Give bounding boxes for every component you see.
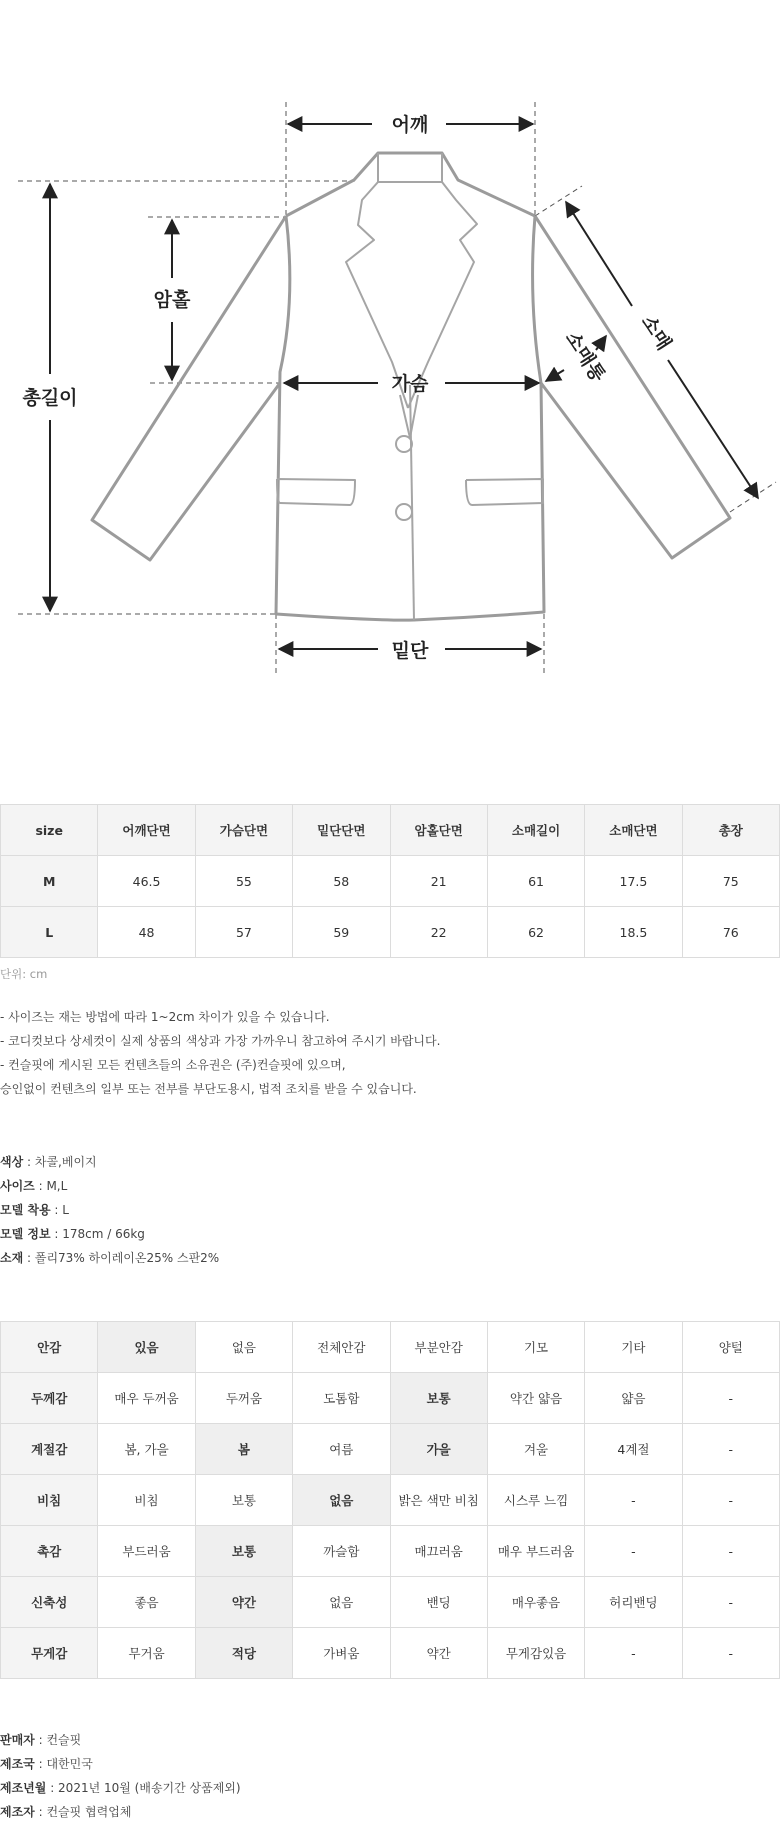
size-cell: 21	[390, 856, 487, 907]
info-value: : 2021년 10월 (배송기간 상품제외)	[46, 1781, 241, 1795]
fabric-cell: -	[682, 1577, 779, 1628]
fabric-row-label: 무게감	[1, 1628, 98, 1679]
size-cell: 75	[682, 856, 779, 907]
info-row-material	[0, 1246, 219, 1270]
size-cell: 61	[487, 856, 584, 907]
product-info	[0, 1150, 219, 1270]
fabric-cell: 가벼움	[293, 1628, 390, 1679]
note-line: - 코디컷보다 상세컷이 실제 상품의 색상과 가장 가까우니 참고하여 주시기 바랍니다.	[0, 1034, 441, 1048]
size-table	[0, 804, 780, 958]
fabric-row	[1, 1322, 780, 1373]
sleeve-width-arrow-bottom	[546, 370, 564, 381]
size-header-cell: 총장	[682, 805, 779, 856]
unit-label: 단위: cm	[0, 967, 48, 981]
size-header-cell: 가슴단면	[195, 805, 292, 856]
fabric-cell: -	[682, 1628, 779, 1679]
fabric-cell: 봄	[195, 1424, 292, 1475]
fabric-cell: 기모	[487, 1322, 584, 1373]
fabric-cell: 부분안감	[390, 1322, 487, 1373]
info-value: : 178cm / 66kg	[50, 1227, 145, 1241]
fabric-cell: 부드러움	[98, 1526, 195, 1577]
fabric-row-label: 신축성	[1, 1577, 98, 1628]
fabric-row	[1, 1577, 780, 1628]
info-row-country	[0, 1752, 241, 1776]
fabric-row-label: 촉감	[1, 1526, 98, 1577]
label-total-length: 총길이	[22, 387, 78, 409]
size-cell: 62	[487, 907, 584, 958]
fabric-cell: -	[682, 1373, 779, 1424]
fabric-cell: 보통	[390, 1373, 487, 1424]
note-line: - 사이즈는 재는 방법에 따라 1~2cm 차이가 있을 수 있습니다.	[0, 1010, 330, 1024]
note-line: 승인없이 컨텐츠의 일부 또는 전부를 부단도용시, 법적 조치를 받을 수 있습니다.	[0, 1082, 417, 1096]
fabric-cell: 기타	[585, 1322, 682, 1373]
fabric-cell: 시스루 느낌	[487, 1475, 584, 1526]
fabric-row	[1, 1475, 780, 1526]
fabric-cell: 약간	[390, 1628, 487, 1679]
fabric-row	[1, 1373, 780, 1424]
fabric-cell: -	[585, 1526, 682, 1577]
info-row-model-wearing	[0, 1198, 219, 1222]
info-row-seller	[0, 1728, 241, 1752]
fabric-cell: 겨울	[487, 1424, 584, 1475]
fabric-cell: 봄, 가을	[98, 1424, 195, 1475]
fabric-cell: 있음	[98, 1322, 195, 1373]
fabric-cell: 좋음	[98, 1577, 195, 1628]
size-cell: 22	[390, 907, 487, 958]
fabric-cell: 없음	[293, 1577, 390, 1628]
fabric-cell: 무게감있음	[487, 1628, 584, 1679]
size-cell: 57	[195, 907, 292, 958]
fabric-cell: 가을	[390, 1424, 487, 1475]
label-shoulder: 어깨	[391, 114, 429, 136]
seller-info	[0, 1728, 241, 1824]
label-armhole: 암홀	[153, 289, 191, 311]
size-cell: 76	[682, 907, 779, 958]
info-label: 제조년월	[0, 1781, 47, 1795]
fabric-cell: 매우좋음	[487, 1577, 584, 1628]
size-cell: 18.5	[585, 907, 682, 958]
fabric-row-label: 계절감	[1, 1424, 98, 1475]
fabric-cell: 약간 얇음	[487, 1373, 584, 1424]
fabric-cell: 비침	[98, 1475, 195, 1526]
size-header-cell: 어깨단면	[98, 805, 195, 856]
info-label: 소재	[0, 1251, 24, 1265]
fabric-cell: -	[682, 1475, 779, 1526]
size-cell: 55	[195, 856, 292, 907]
fabric-cell: 매우 두꺼움	[98, 1373, 195, 1424]
info-label: 판매자	[0, 1733, 35, 1747]
size-row-m	[1, 856, 780, 907]
info-value: : 폴리73% 하이레이온25% 스판2%	[23, 1251, 220, 1265]
size-cell: 17.5	[585, 856, 682, 907]
fabric-table	[0, 1321, 780, 1679]
size-notes	[0, 1005, 440, 1101]
fabric-cell: -	[585, 1628, 682, 1679]
size-cell: L	[1, 907, 98, 958]
fabric-cell: 두꺼움	[195, 1373, 292, 1424]
fabric-cell: 약간	[195, 1577, 292, 1628]
sleeve-width-arrow-top	[596, 336, 606, 350]
fabric-row-label: 두께감	[1, 1373, 98, 1424]
fabric-cell: 밴딩	[390, 1577, 487, 1628]
size-cell: 46.5	[98, 856, 195, 907]
fabric-row	[1, 1628, 780, 1679]
fabric-cell: -	[682, 1526, 779, 1577]
info-label: 모델 착용	[0, 1203, 51, 1217]
fabric-cell: 매끄러움	[390, 1526, 487, 1577]
jacket-size-diagram	[0, 0, 780, 690]
fabric-cell: 보통	[195, 1475, 292, 1526]
fabric-cell: 보통	[195, 1526, 292, 1577]
size-header-cell: 밑단단면	[293, 805, 390, 856]
size-header-cell: 소매단면	[585, 805, 682, 856]
info-value: : M,L	[34, 1179, 68, 1193]
info-row-color	[0, 1150, 219, 1174]
info-label: 색상	[0, 1155, 24, 1169]
note-line: - 컨슬핏에 게시된 모든 컨텐츠들의 소유권은 (주)컨슬핏에 있으며,	[0, 1058, 346, 1072]
fabric-cell: 여름	[293, 1424, 390, 1475]
info-label: 모델 정보	[0, 1227, 51, 1241]
info-value: : 대한민국	[34, 1757, 93, 1771]
fabric-row	[1, 1526, 780, 1577]
size-cell: 58	[293, 856, 390, 907]
fabric-cell: -	[585, 1475, 682, 1526]
size-header-cell: 암홀단면	[390, 805, 487, 856]
info-value: : 차콜,베이지	[23, 1155, 97, 1169]
fabric-row	[1, 1424, 780, 1475]
size-header-cell: size	[1, 805, 98, 856]
info-row-model-info	[0, 1222, 219, 1246]
info-label: 제조국	[0, 1757, 35, 1771]
fabric-cell: 얇음	[585, 1373, 682, 1424]
label-sleeve: 소매	[636, 311, 676, 355]
fabric-cell: 밝은 색만 비침	[390, 1475, 487, 1526]
size-cell: M	[1, 856, 98, 907]
size-cell: 48	[98, 907, 195, 958]
sleeve-arrow-bottom	[668, 360, 758, 498]
fabric-cell: 양털	[682, 1322, 779, 1373]
label-hem: 밑단	[391, 640, 429, 662]
fabric-cell: 없음	[195, 1322, 292, 1373]
info-label: 사이즈	[0, 1179, 35, 1193]
fabric-cell: 전체안감	[293, 1322, 390, 1373]
fabric-row-label: 안감	[1, 1322, 98, 1373]
info-value: : 컨슬핏	[34, 1733, 82, 1747]
fabric-row-label: 비침	[1, 1475, 98, 1526]
info-value: : L	[50, 1203, 69, 1217]
fabric-cell: 허리밴딩	[585, 1577, 682, 1628]
info-row-manufacturer	[0, 1800, 241, 1824]
info-value: : 컨슬핏 협력업체	[34, 1805, 132, 1819]
fabric-cell: 적당	[195, 1628, 292, 1679]
info-label: 제조자	[0, 1805, 35, 1819]
fabric-cell: 없음	[293, 1475, 390, 1526]
fabric-cell: 까슬함	[293, 1526, 390, 1577]
fabric-cell: -	[682, 1424, 779, 1475]
fabric-cell: 4계절	[585, 1424, 682, 1475]
sleeve-arrow-top	[566, 202, 632, 306]
size-row-l	[1, 907, 780, 958]
label-chest: 가슴	[391, 373, 429, 395]
size-cell: 59	[293, 907, 390, 958]
info-row-date	[0, 1776, 241, 1800]
size-header-cell: 소매길이	[487, 805, 584, 856]
label-sleeve-width: 소매통	[560, 327, 610, 386]
size-table-header	[1, 805, 780, 856]
fabric-cell: 매우 부드러움	[487, 1526, 584, 1577]
fabric-cell: 도톰함	[293, 1373, 390, 1424]
info-row-size	[0, 1174, 219, 1198]
fabric-cell: 무거움	[98, 1628, 195, 1679]
